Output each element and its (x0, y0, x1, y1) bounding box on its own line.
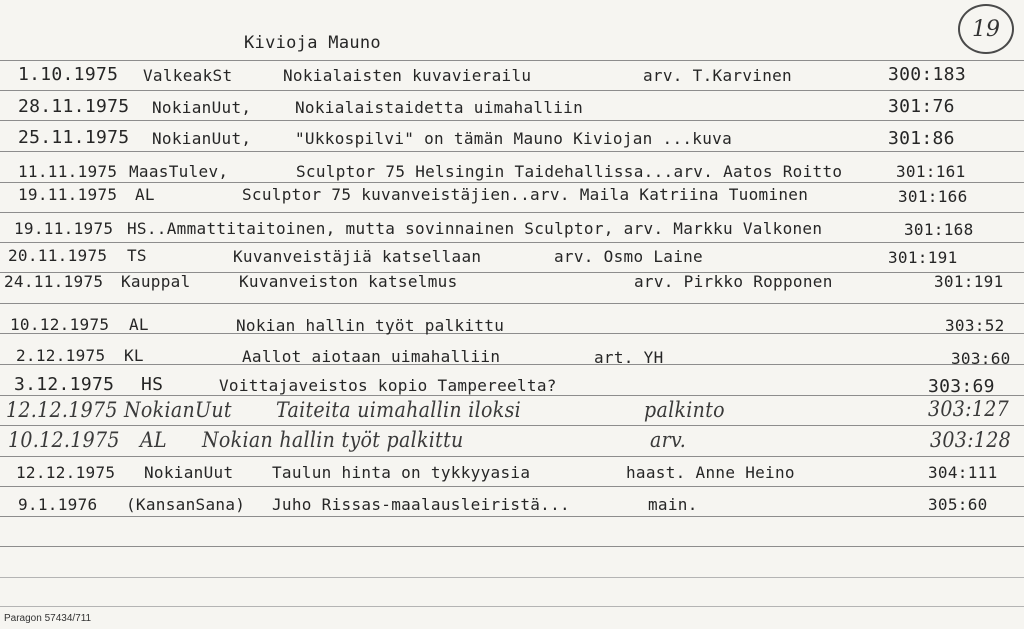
entry-title: Sculptor 75 kuvanveistäjien..arv. Maila Katriina Tuominen (242, 185, 809, 204)
entry-ref: 303:69 (928, 376, 995, 397)
card-rule (0, 486, 1024, 487)
entry-ref: 301:76 (888, 96, 955, 117)
entry-date: 10.12.1975 (10, 315, 110, 334)
card-rule (0, 606, 1024, 607)
entry-author: arv. T.Karvinen (643, 66, 792, 85)
entry-title: Kuvanveistäjiä katsellaan (233, 247, 482, 266)
entry-source: KL (124, 346, 144, 365)
entry-ref: 301:191 (934, 272, 1004, 291)
entry-date: 12.12.1975 (6, 397, 118, 423)
entry-title: Sculptor 75 Helsingin Taidehallissa...arv. Aatos Roitto (296, 162, 843, 181)
entry-date: 2.12.1975 (16, 346, 106, 365)
entry-title: Taulun hinta on tykkyyasia (272, 463, 531, 482)
card-rule (0, 516, 1024, 517)
card-rule (0, 212, 1024, 213)
entry-date: 19.11.1975 (14, 219, 114, 238)
entry-date: 28.11.1975 (18, 96, 130, 117)
entry-ref: 303:60 (951, 349, 1011, 368)
card-rule (0, 151, 1024, 152)
entry-ref: 301:166 (898, 187, 968, 206)
entry-date: 20.11.1975 (8, 246, 108, 265)
entry-title: Nokialaistaidetta uimahalliin (295, 98, 584, 117)
card-rule (0, 182, 1024, 183)
entry-author: haast. Anne Heino (626, 463, 795, 482)
entry-title: Juho Rissas-maalausleiristä... (272, 495, 570, 514)
entry-date: 1.10.1975 (18, 64, 119, 85)
card-rule (0, 395, 1024, 396)
entry-date: 12.12.1975 (16, 463, 116, 482)
entry-ref: 304:111 (928, 463, 998, 482)
card-number: 19 (972, 16, 1000, 42)
entry-title: Nokian hallin työt palkittu (236, 316, 505, 335)
card-rule (0, 120, 1024, 121)
entry-date: 24.11.1975 (4, 272, 104, 291)
entry-source: MaasTulev, (129, 162, 229, 181)
entry-source: TS (127, 246, 147, 265)
entry-source: NokianUut, (152, 98, 252, 117)
entry-author: arv. Osmo Laine (554, 247, 703, 266)
entry-source: AL (129, 315, 149, 334)
entry-ref: 301:161 (896, 162, 966, 181)
card-footer-print: Paragon 57434/711 (4, 613, 92, 624)
card-rule (0, 577, 1024, 578)
entry-date: 9.1.1976 (18, 495, 98, 514)
card-rule (0, 364, 1024, 365)
entry-date: 11.11.1975 (18, 162, 118, 181)
entry-title: Nokialaisten kuvavierailu (283, 66, 532, 85)
entry-author: arv. Pirkko Ropponen (634, 272, 833, 291)
card-number-circle (958, 4, 1014, 54)
entry-date: 19.11.1975 (18, 185, 118, 204)
card-rule (0, 60, 1024, 61)
entry-source: NokianUut (144, 463, 234, 482)
card-title: Kivioja Mauno (244, 33, 381, 53)
entry-title: "Ukkospilvi" on tämän Mauno Kiviojan ...kuva (295, 129, 733, 148)
entry-ref: 301:191 (888, 248, 958, 267)
entry-ref: 301:86 (888, 128, 955, 149)
entry-ref: 301:168 (904, 220, 974, 239)
entry-date: 3.12.1975 (14, 374, 115, 395)
entry-source: AL (135, 185, 155, 204)
entry-source: AL (140, 427, 167, 453)
entry-title: Kuvanveiston katselmus (239, 272, 458, 291)
card-rule (0, 242, 1024, 243)
entry-ref: 300:183 (888, 64, 966, 85)
entry-date: 10.12.1975 (8, 427, 120, 453)
entry-source: Kauppal (121, 272, 191, 291)
entry-source: NokianUut, (152, 129, 252, 148)
card-rule (0, 546, 1024, 547)
entry-source: NokianUut (124, 397, 232, 423)
entry-title: Taiteita uimahallin iloksi (276, 397, 522, 423)
entry-author: art. YH (594, 348, 664, 367)
card-rule (0, 425, 1024, 426)
card-rule (0, 456, 1024, 457)
entry-ref: 305:60 (928, 495, 988, 514)
entry-author: main. (648, 495, 698, 514)
entry-title: Nokian hallin työt palkittu (202, 427, 464, 453)
entry-ref: 303:52 (945, 316, 1005, 335)
entry-date: 25.11.1975 (18, 127, 130, 148)
entry-source: ValkeakSt (143, 66, 233, 85)
entry-source: HS (141, 374, 164, 395)
card-rule (0, 333, 1024, 334)
entry-title: Aallot aiotaan uimahalliin (242, 347, 501, 366)
entry-author: palkinto (644, 397, 725, 423)
entry-source: (KansanSana) (126, 495, 246, 514)
entry-ref: 303:127 (928, 396, 1010, 422)
card-rule (0, 303, 1024, 304)
entry-title: Voittajaveistos kopio Tampereelta? (219, 376, 557, 395)
entry-source: HS..Ammattitaitoinen, mutta sovinnainen Sculptor, arv. Markku Valkonen (127, 219, 823, 238)
card-rule (0, 90, 1024, 91)
entry-author: arv. (650, 427, 687, 453)
entry-ref: 303:128 (930, 427, 1012, 453)
